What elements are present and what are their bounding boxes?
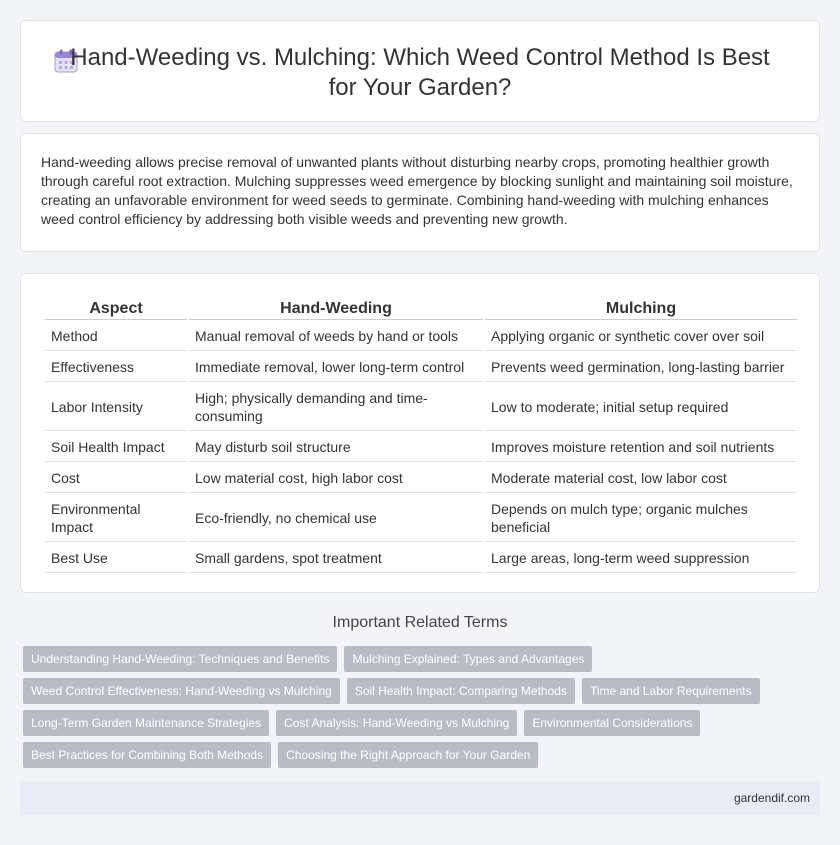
related-tag[interactable]: Soil Health Impact: Comparing Methods [347,678,575,704]
table-cell: Cost [45,464,187,493]
intro-paragraph: Hand-weeding allows precise removal of unwanted plants without disturbing nearby crops, promoting healthier growth through careful root extraction. Mulching suppresses weed emergence by blocking sunlight and maintaining soil moisture, creating an unfavorable environment for weed seeds to germinate. Combining hand-weeding with mulching enhances weed control efficiency by addressing both visible weeds and preventing new growth. [41,154,793,227]
column-header-aspect: Aspect [45,298,187,320]
page-title: Hand-Weeding vs. Mulching: Which Weed Control Method Is Best for Your Garden? [70,44,770,101]
table-cell: High; physically demanding and time-consuming [189,384,483,431]
related-tags-row [23,678,767,704]
table-cell: Best Use [45,544,187,573]
table-cell: Immediate removal, lower long-term control [189,353,483,382]
table-row [45,544,797,573]
related-tags-row [23,742,545,768]
table-row [45,384,797,431]
table-cell: Eco-friendly, no chemical use [189,495,483,542]
footer-site-link[interactable]: gardendif.com [733,791,810,805]
related-tag[interactable]: Understanding Hand-Weeding: Techniques and Benefits [23,646,337,672]
table-cell: Manual removal of weeds by hand or tools [189,322,483,351]
table-cell: Small gardens, spot treatment [189,544,483,573]
related-tags-row [23,710,707,736]
comparison-table-card [20,273,820,593]
table-cell: Moderate material cost, low labor cost [485,464,797,493]
table-cell: May disturb soil structure [189,433,483,462]
table-cell: Labor Intensity [45,384,187,431]
table-cell: Low to moderate; initial setup required [485,384,797,431]
header-card [20,20,820,122]
table-cell: Effectiveness [45,353,187,382]
table-cell: Depends on mulch type; organic mulches beneficial [485,495,797,542]
table-row [45,353,797,382]
table-row [45,464,797,493]
column-header-hand-weeding: Hand-Weeding [189,298,483,320]
table-cell: Prevents weed germination, long-lasting barrier [485,353,797,382]
related-tag[interactable]: Weed Control Effectiveness: Hand-Weeding vs Mulching [23,678,340,704]
related-tag[interactable]: Time and Labor Requirements [582,678,760,704]
table-row [45,495,797,542]
table-header-row [45,298,797,320]
table-cell: Method [45,322,187,351]
column-header-mulching: Mulching [485,298,797,320]
related-tag[interactable]: Choosing the Right Approach for Your Garden [278,742,538,768]
related-tag[interactable]: Cost Analysis: Hand-Weeding vs Mulching [276,710,517,736]
table-cell: Large areas, long-term weed suppression [485,544,797,573]
related-tags-row [23,646,599,672]
intro-card [20,133,820,252]
table-row [45,322,797,351]
table-cell: Low material cost, high labor cost [189,464,483,493]
related-tag[interactable]: Mulching Explained: Types and Advantages [344,646,592,672]
comparison-table [43,296,799,575]
table-cell: Environmental Impact [45,495,187,542]
table-cell: Soil Health Impact [45,433,187,462]
table-cell: Applying organic or synthetic cover over soil [485,322,797,351]
table-cell: Improves moisture retention and soil nutrients [485,433,797,462]
footer [20,781,820,815]
related-tag[interactable]: Long-Term Garden Maintenance Strategies [23,710,269,736]
related-tag[interactable]: Environmental Considerations [524,710,700,736]
table-row [45,433,797,462]
related-terms-title: Important Related Terms [332,614,508,631]
related-tag[interactable]: Best Practices for Combining Both Methods [23,742,271,768]
